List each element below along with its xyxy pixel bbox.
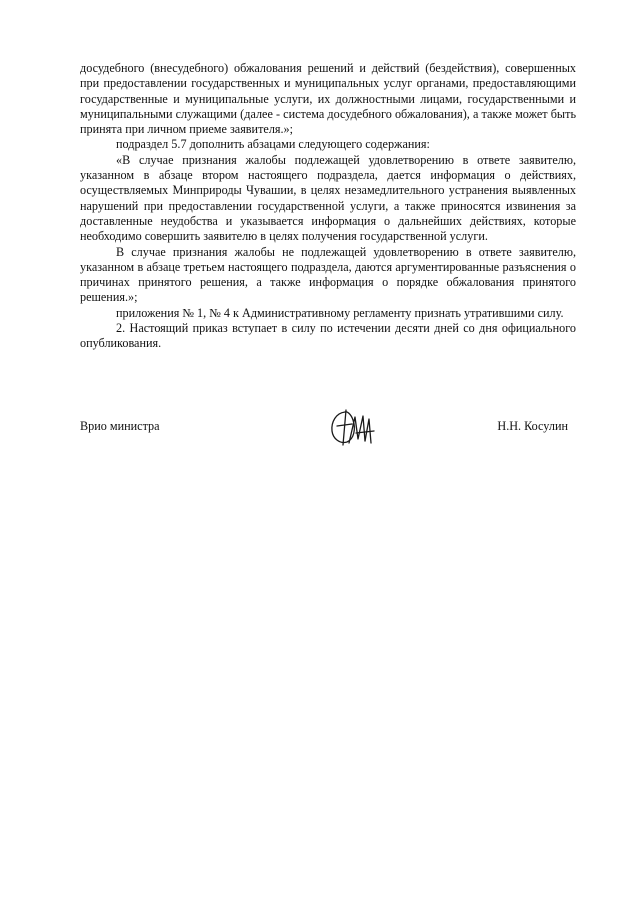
signer-title: Врио министра xyxy=(80,419,160,433)
handwritten-signature xyxy=(328,405,378,449)
signature-block xyxy=(80,405,576,450)
paragraph-appendices-void: приложения № 1, № 4 к Административному регламенту признать утратившими силу. xyxy=(116,305,564,320)
paragraph-complaint-rejected: В случае признания жалобы не подлежащей удовлетворению в ответе заявителю, указанном в абзаце третьем настоящего подраздела, даются аргументированные разъяснения о причинах принятого решения, а также информация о порядке обжалования принятого решения.»; xyxy=(80,244,576,305)
paragraph-subsection-5-7: подраздел 5.7 дополнить абзацами следующего содержания: xyxy=(116,137,430,152)
paragraph-effective-date: 2. Настоящий приказ вступает в силу по истечении десяти дней со дня официального опубликования. xyxy=(80,321,576,351)
paragraph-complaint-satisfied: «В случае признания жалобы подлежащей удовлетворению в ответе заявителю, указанном в абзаце втором настоящего подраздела, дается информация о действиях, осуществляемых Минприроды Чувашии, в целях незамедлительного устранения выявленных нарушений при предоставлении государственной услуги, а также приносятся извинения за доставленные неудобства и указывается информация о дальнейших действиях, которые необходимо совершить заявителю в целях получения государственной услуги. xyxy=(80,152,576,244)
document-body xyxy=(80,61,576,352)
paragraph-appeal-system: досудебного (внесудебного) обжалования решений и действий (бездействия), совершенных при предоставлении государственных и муниципальных услуг органами, предоставляющими государственные и муниципальные услуги, их должностными лицами, государственными и муниципальными служащими (далее - система досудебного обжалования), а также может быть принята при личном приеме заявителя.»; xyxy=(80,61,576,137)
signer-name: Н.Н. Косулин xyxy=(497,419,568,433)
